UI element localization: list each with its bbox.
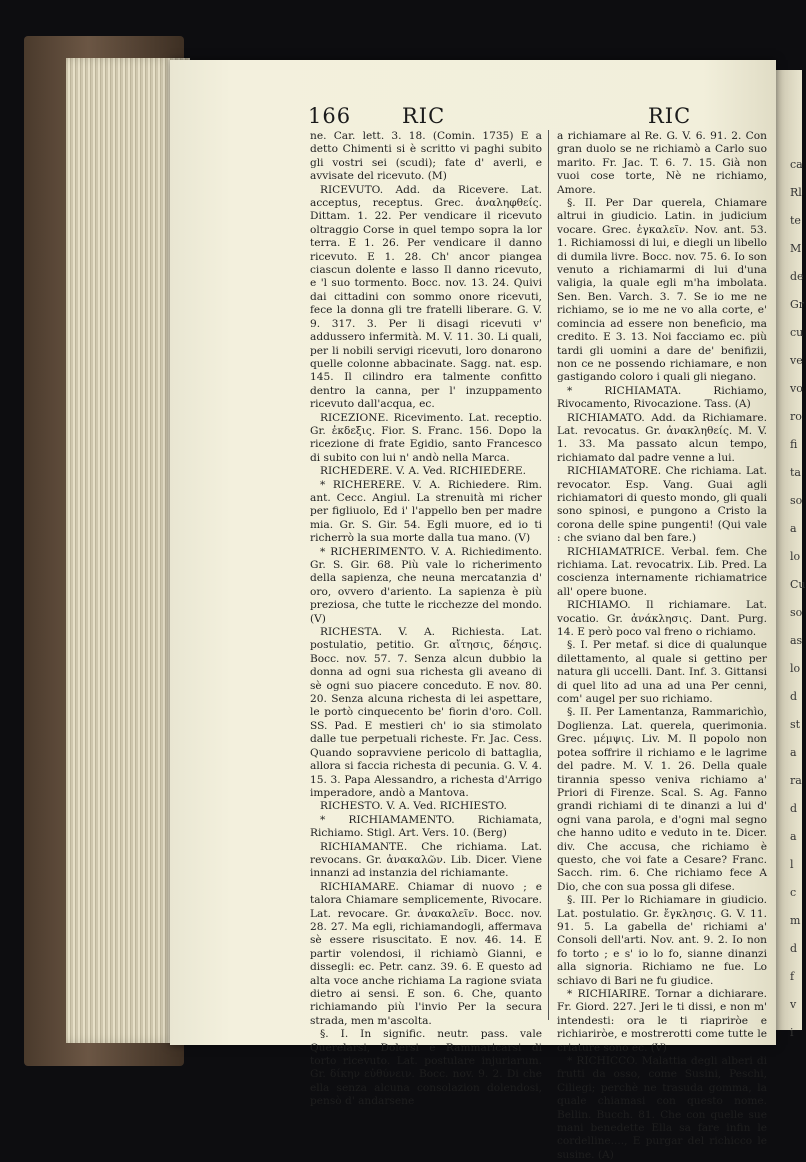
next-page-text-fragment: ra: [790, 774, 802, 787]
dictionary-entry: * RICHIARIRE. Tornar a dichiarare. Fr. Giord. 227. Jeri le ti dissi, e non m' intendesti: ora le ti riapriròe e richiariròe, e mostrerotti come tutte le criature sono ec. (V): [557, 988, 767, 1054]
dictionary-entry: RICEZIONE. Ricevimento. Lat. receptio. Gr. ἐκδεξις. Fior. S. Franc. 156. Dopo la ricezione di frate Egidio, santo Francesco di subito con lui n' andò nella Marca.: [310, 411, 542, 464]
dictionary-entry: ne. Car. lett. 3. 18. (Comin. 1735) E a detto Chimenti si è scritto vi paghi subito gli vostri sei (scudi); fate d' averli, e avvisate del ricevuto. (M): [310, 130, 542, 183]
dictionary-entry: RICEVUTO. Add. da Ricevere. Lat. acceptus, receptus. Grec. ἀναληφθείς. Dittam. 1. 22. Per vendicare il ricevuto oltraggio Corse in quel tempo sopra la lor terra. E 1. 26. Per vendicare il danno ricevuto. E 1. 28. Ch' ancor piangea ciascun dolente e lasso Il danno ricevuto, e 'l suo tormento. Bocc. nov. 13. 24. Quivi dai cittadini con sommo onore ricevuti, fece la donna gli tre fratelli liberare. G. V. 9. 317. 3. Per li disagi ricevuti v' addussero infermità. M. V. 11. 30. Li quali, per li nobili servigi ricevuti, loro donarono quelle colonne abbacinate. Sagg. nat. esp. 145. Il cilindro era talmente confitto dentro la canna, per l' inzuppamento ricevuto dall'acqua, ec.: [310, 183, 542, 411]
dictionary-entry: §. I. In signific. neutr. pass. vale Querelarsi, Dolersi e Rammaricarsi di torto ricevuto. Lat. postulare injuriarum. Gr. δίκην εὐθύνειν. Bocc. nov. 9. 2. Di che ella senza alcuna consolazion dolendosi, pensò d' andarsene: [310, 1028, 542, 1108]
dictionary-entry: §. III. Per lo Richiamare in giudicio. Lat. postulatio. Gr. ἔγκλησις. G. V. 11. 91. 5. La gabella de' richiami a' Consoli dell'arti. Nov. ant. 9. 2. Io non fo torto ; e s' io lo fo, sianne dinanzi alla signoria. Richiamo ne fue. Lo schiavo di Bari ne fu giudice.: [557, 894, 767, 987]
dictionary-entry: §. II. Per Lamentanza, Rammarichìo, Doglienza. Lat. querela, querimonia. Grec. μέμψις. Liv. M. Il popolo non potea soffrire il richiamo e le lagrime del padre. M. V. 1. 26. Della quale tirannia spesso veniva richiamo a' Priori di Firenze. Scal. S. Ag. Fanno grandi richiami di te dinanzi a lui d' ogni vana parola, e d'ogni mal segno che hanno udito e veduto in te. Dicer. div. Che accusa, che richiamo è questo, che voi fate a Cesare? Franc. Sacch. rim. 6. Che richiamo fece A Dio, che con sua possa gli difese.: [557, 706, 767, 893]
next-page-text-fragment: ve: [790, 354, 803, 367]
next-page-text-fragment: M: [790, 242, 802, 255]
next-page-text-fragment: i: [790, 1026, 794, 1039]
dictionary-entry: RICHESTO. V. A. Ved. RICHIESTO.: [320, 800, 507, 813]
right-column: [557, 130, 767, 1162]
next-page-text-fragment: a: [790, 522, 797, 535]
column-divider: [548, 130, 549, 1020]
next-page-text-fragment: as: [790, 634, 803, 647]
next-page-text-fragment: vo: [790, 382, 803, 395]
next-page-text-fragment: Cu: [790, 578, 806, 591]
next-page-text-fragment: f: [790, 970, 795, 983]
next-page-text-fragment: lo: [790, 662, 801, 675]
next-page-text-fragment: te: [790, 214, 801, 227]
dictionary-entry: * RICHERERE. V. A. Richiedere. Rim. ant. Cecc. Angiul. La strenuità mi richer per figliuolo, Ed i' l'appello ben per madre mia. Gr. S. Gir. 54. Egli muore, ed io ti richerrò la sua morte dalla tua mano. (V): [310, 478, 542, 545]
next-page-text-fragment: cu: [790, 326, 804, 339]
dictionary-entry: RICHESTA. V. A. Richiesta. Lat. postulatio, petitio. Gr. αἴτησις, δέησις. Bocc. nov. 57. 7. Senza alcun dubbio la donna ad ogni sua richesta gli aveano di sè ogni suo piacere conceduto. E nov. 80. 20. Senza alcuna richesta di lei aspettare, le portò cinquecento be' fiorin d'oro. Coll. SS. Pad. E mestieri ch' io sia stimolato dalle tue perpetuali richeste. Fr. Jac. Cess. Quando sopravviene pericolo di battaglia, allora si faccia richesta di pecunia. G. V. 4. 15. 3. Papa Alessandro, a richesta d'Arrigo imperadore, andò a Mantova.: [310, 626, 542, 799]
next-page-text-fragment: d: [790, 942, 798, 955]
next-page-text-fragment: fi: [790, 438, 798, 451]
dictionary-entry: RICHIAMATORE. Che richiama. Lat. revocator. Esp. Vang. Guai agli richiamatori di questo mondo, gli quali sono spinosi, e pungono a Cristo la corona delle spine pungenti! (Qui vale : che sviano dal ben fare.): [557, 465, 767, 545]
next-page-text-fragment: so: [790, 494, 803, 507]
dictionary-entry: RICHIAMO. Il richiamare. Lat. vocatio. Gr. ἀνάκλησις. Dant. Purg. 14. E però poco val freno o richiamo.: [557, 599, 767, 639]
dictionary-entry: RICHIAMATO. Add. da Richiamare. Lat. revocatus. Gr. ἀνακληθείς. M. V. 1. 33. Ma passato alcun tempo, richiamato dal padre venne a lui.: [557, 411, 767, 464]
dictionary-page: [170, 60, 776, 1161]
left-column: [310, 130, 542, 1109]
page-number: 166: [308, 104, 352, 128]
next-page-text-fragment: ro: [790, 410, 802, 423]
next-page-text-fragment: Gr: [790, 298, 805, 311]
dictionary-entry: RICHIAMARE. Chiamar di nuovo ; e talora Chiamare semplicemente, Rivocare. Lat. revocare. Gr. ἀνακαλεῖν. Bocc. nov. 28. 27. Ma egli, richiamandogli, affermava sè essere risuscitato. E nov. 46. 14. E partir volendosi, il richiamò Gianni, e dissegli: ec. Petr. canz. 39. 6. E questo ad alta voce anche richiama La ragione sviata dietro ai sensi. E son. 6. Che, quanto richiamando più l'invio Per la secura strada, men m'ascolta.: [310, 880, 542, 1027]
next-page-text-fragment: st: [790, 718, 801, 731]
dictionary-entry: §. I. Per metaf. si dice di qualunque dilettamento, al quale si gettino per natura gli uccelli. Dant. Inf. 3. Gittansi di quel lito ad una ad una Per cenni, com' augel per suo richiamo.: [557, 639, 767, 706]
dictionary-entry: * RICHERIMENTO. V. A. Richiedimento. Gr. S. Gir. 68. Più vale lo richerimento della sapienza, che neuna mercatanzia d' oro, ovvero d'ariento. La sapienza è più preziosa, che tutte le ricchezze del mondo. (V): [310, 545, 542, 625]
next-page-text-fragment: l: [790, 858, 794, 871]
next-page-text-fragment: lo: [790, 550, 801, 563]
dictionary-entry: a richiamare al Re. G. V. 6. 91. 2. Con gran duolo se ne richiamò a Carlo suo marito. Fr. Jac. T. 6. 7. 15. Già non vuoi cose torte, Nè ne richiamo, Amore.: [557, 130, 767, 196]
next-page-text-fragment: d: [790, 690, 798, 703]
next-page-text-fragment: Rl: [790, 186, 802, 199]
dictionary-entry: §. II. Per Dar querela, Chiamare altrui in giudicio. Latin. in judicium vocare. Grec. ἐγκαλεῖν. Nov. ant. 53. 1. Richiamossi di lui, e diegli un libello di dumila livre. Bocc. nov. 75. 6. Io son venuto a richiamarmi di lui d'una valigia, la quale egli m'ha imbolata. Sen. Ben. Varch. 3. 7. Se io me ne richiamo, se io me ne vo alla corte, e' comincia ad essere non beneficio, ma credito. E 3. 13. Noi facciamo ec. più tardi gli uomini a dare de' benifizii, non ce ne possendo richiamare, e non gastigando coloro i quali gli niegano.: [557, 197, 767, 384]
dictionary-entry: * RICHICCO. Malattia degli alberi di frutti da osso, come Susini, Peschi, Ciliegi; perchè ne trasuda gomma, la quale chiamasi con questo nome. Bellin. Bucch. 81. Che con quelle sue mani benedette Ella sa fare infin le cordelline...., E purgar del richicco le susine. (A): [557, 1055, 767, 1161]
left-running-title: RIC: [402, 104, 446, 128]
right-running-title: RIC: [648, 104, 692, 128]
dictionary-entry: * RICHIAMAMENTO. Richiamata, Richiamo. Stigl. Art. Vers. 10. (Berg): [310, 813, 542, 840]
next-page-text-fragment: a: [790, 746, 797, 759]
dictionary-entry: * RICHIAMATA. Richiamo, Rivocamento, Rivocazione. Tass. (A): [557, 384, 767, 411]
dictionary-entry: RICHIAMATRICE. Verbal. fem. Che richiama. Lat. revocatrix. Lib. Pred. La coscienza internamente richiamatrice all' opere buone.: [557, 545, 767, 598]
next-page-text-fragment: de: [790, 270, 804, 283]
dictionary-entry: RICHIAMANTE. Che richiama. Lat. revocans. Gr. ἀνακαλῶν. Lib. Dicer. Viene innanzi ad instanzia del richiamante.: [310, 840, 542, 880]
next-page-text-fragment: a: [790, 830, 797, 843]
next-page-text-fragment: v: [790, 998, 797, 1011]
next-page-text-fragment: c: [790, 886, 797, 899]
dictionary-entry: RICHEDERE. V. A. Ved. RICHIEDERE.: [320, 465, 527, 478]
next-page-text-fragment: ta: [790, 466, 801, 479]
next-page-text-fragment: d: [790, 802, 798, 815]
next-page-text-fragment: so: [790, 606, 803, 619]
next-page-text-fragment: m: [790, 914, 801, 927]
next-page-text-fragment: ca: [790, 158, 803, 171]
